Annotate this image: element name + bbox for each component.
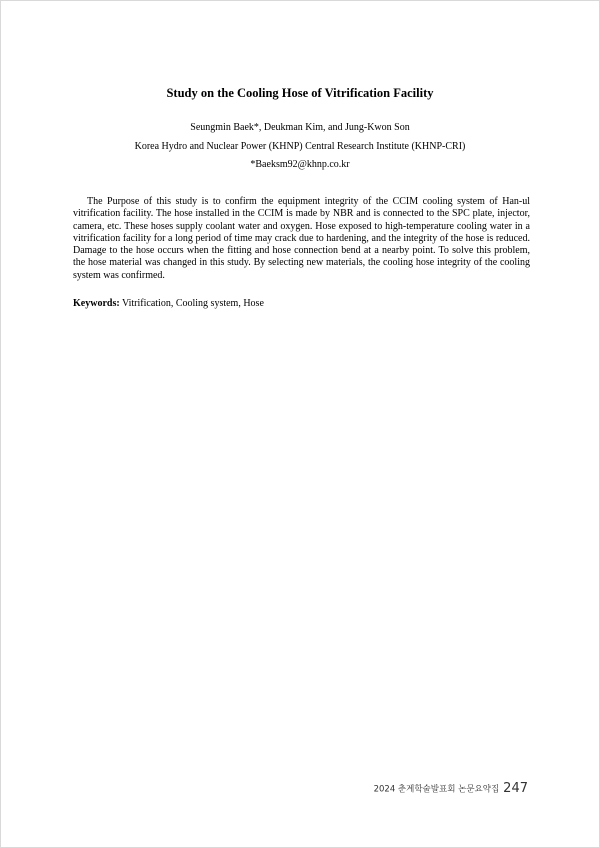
author-list: Seungmin Baek*, Deukman Kim, and Jung-Kwon Son [190, 122, 410, 133]
keywords-line [73, 297, 530, 310]
paper-title: Study on the Cooling Hose of Vitrification Facility [166, 86, 434, 100]
abstract-text: The Purpose of this study is to confirm the equipment integrity of the CCIM cooling system of Han-ul vitrification facility. The hose installed in the CCIM is made by NBR and is connected to the SPC plate, injector, camera, etc. These hoses supply coolant water and oxygen. Hose exposed to high-temperature cooling water in a vitrification facility for a long period of time may crack due to hardening, and the integrity of the hose is reduced. Damage to the hose occurs when the fitting and hose connection bend at a nearby point. To solve this problem, the hose material was changed in this study. By selecting new materials, the cooling hose integrity of the cooling system was confirmed. [73, 196, 530, 281]
page-footer [374, 778, 528, 797]
keywords-text: Vitrification, Cooling system, Hose [122, 298, 264, 309]
author-affiliation: Korea Hydro and Nuclear Power (KHNP) Central Research Institute (KHNP-CRI) [134, 141, 466, 152]
corresponding-email: *Baeksm92@khnp.co.kr [250, 159, 350, 170]
page-number: 247 [503, 781, 528, 796]
keywords-label: Keywords: [73, 298, 120, 309]
proceedings-label: 2024 춘계학술발표회 논문요약집 [373, 784, 500, 795]
